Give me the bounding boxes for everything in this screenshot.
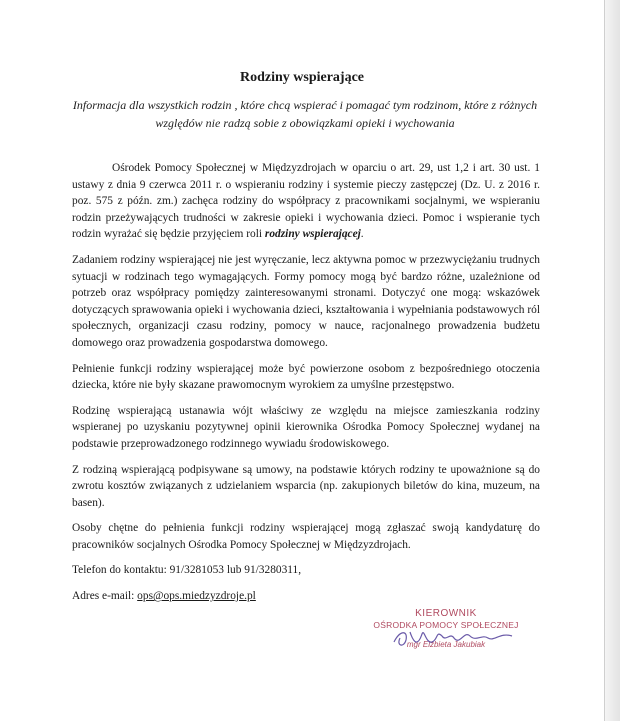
paragraph-text: Ośrodek Pomocy Społecznej w Międzyzdrojach w oparciu o art. 29, ust 1,2 i art. 30 ust. 1 ustawy z dnia 9 czerwca 2011 r. o wspieraniu rodziny i systemie pieczy zastępczej (Dz. U. z 2016 r. poz. 575 z późn. zm.) zachęca rodziny do współpracy z pracownikami socjalnymi, we wspieraniu rodzin przeżywających trudności w zakresie opieki i wychowania dzieci. Pomoc i wspieranie tych rodzin wyrażać się będzie przyjęciem roli xyxy=(72,162,540,241)
document-title: Rodziny wspierające xyxy=(239,70,365,85)
stamp-name: mgr Elżbieta Jakubiak xyxy=(406,640,486,649)
paragraph-application: Osoby chętne do pełnienia funkcji rodziny wspierającej mogą zgłaszać swoją kandydaturę do pracowników socjalnych Ośrodka Pomocy Społecznej w Międzyzdrojach. xyxy=(72,522,540,551)
signature-icon xyxy=(390,624,520,652)
paragraph-eligibility: Pełnienie funkcji rodziny wspierającej może być powierzone osobom z bezpośredniego otoczenia dziecka, które nie były skazane prawomocnym wyrokiem za umyślne przestępstwo. xyxy=(72,362,540,392)
document-body xyxy=(72,160,540,614)
stamp-title: KIEROWNIK xyxy=(415,608,477,619)
paragraph-end: . xyxy=(360,228,364,241)
paragraph-appointment: Rodzinę wspierającą ustanawia wójt właściwy ze względu na miejsce zamieszkania rodziny wspieranej po uzyskaniu pozytywnej opinii kierownika Ośrodka Pomocy Społecznej wydanej na podstawie przeprowadzonego rodzinnego wywiadu środowiskowego. xyxy=(72,404,540,450)
emphasis-text: rodziny wspierającej xyxy=(264,228,361,241)
paragraph-agreements: Z rodziną wspierającą podpisywane są umowy, na podstawie których rodziny te upoważnione są do zwrotu kosztów związanych z udzielaniem wsparcia (np. zakupionych biletów do kina, muzeum, na basen). xyxy=(72,463,540,509)
email-link[interactable]: ops@ops.miedzyzdroje.pl xyxy=(137,590,256,603)
paragraph-tasks: Zadaniem rodziny wspierającej nie jest wyręczanie, lecz aktywna pomoc w przezwyciężaniu trudnych sytuacji w rodzinach tego wymagających. Formy pomocy mogą być bardzo różne, uzależnione od potrzeb oraz współpracy pomiędzy zainteresowanymi stronami. Dotyczyć one mogą: wskazówek dotyczących sprawowania opieki i wychowania dzieci, kształtowania i wypełniania podstawowych ról społecznych, organizacji czasu rodziny, pomocy w nauce, racjonalnego prowadzenia budżetu domowego oraz prowadzenia gospodarstwa domowego. xyxy=(72,253,540,349)
stamp-organization: OŚRODKA POMOCY SPOŁECZNEJ xyxy=(373,620,519,630)
email-label: Adres e-mail: xyxy=(72,590,138,603)
contact-phone: Telefon do kontaktu: 91/3281053 lub 91/3280311, xyxy=(72,564,302,577)
document-subtitle: Informacja dla wszystkich rodzin , które chcą wspierać i pomagać tym rodzinom, które z różnych względów nie radzą sobie z obowiązkami opieki i wychowania xyxy=(72,98,538,130)
page-edge xyxy=(604,0,620,721)
paragraph-legal-basis xyxy=(72,160,540,243)
contact-email-line xyxy=(72,588,540,605)
